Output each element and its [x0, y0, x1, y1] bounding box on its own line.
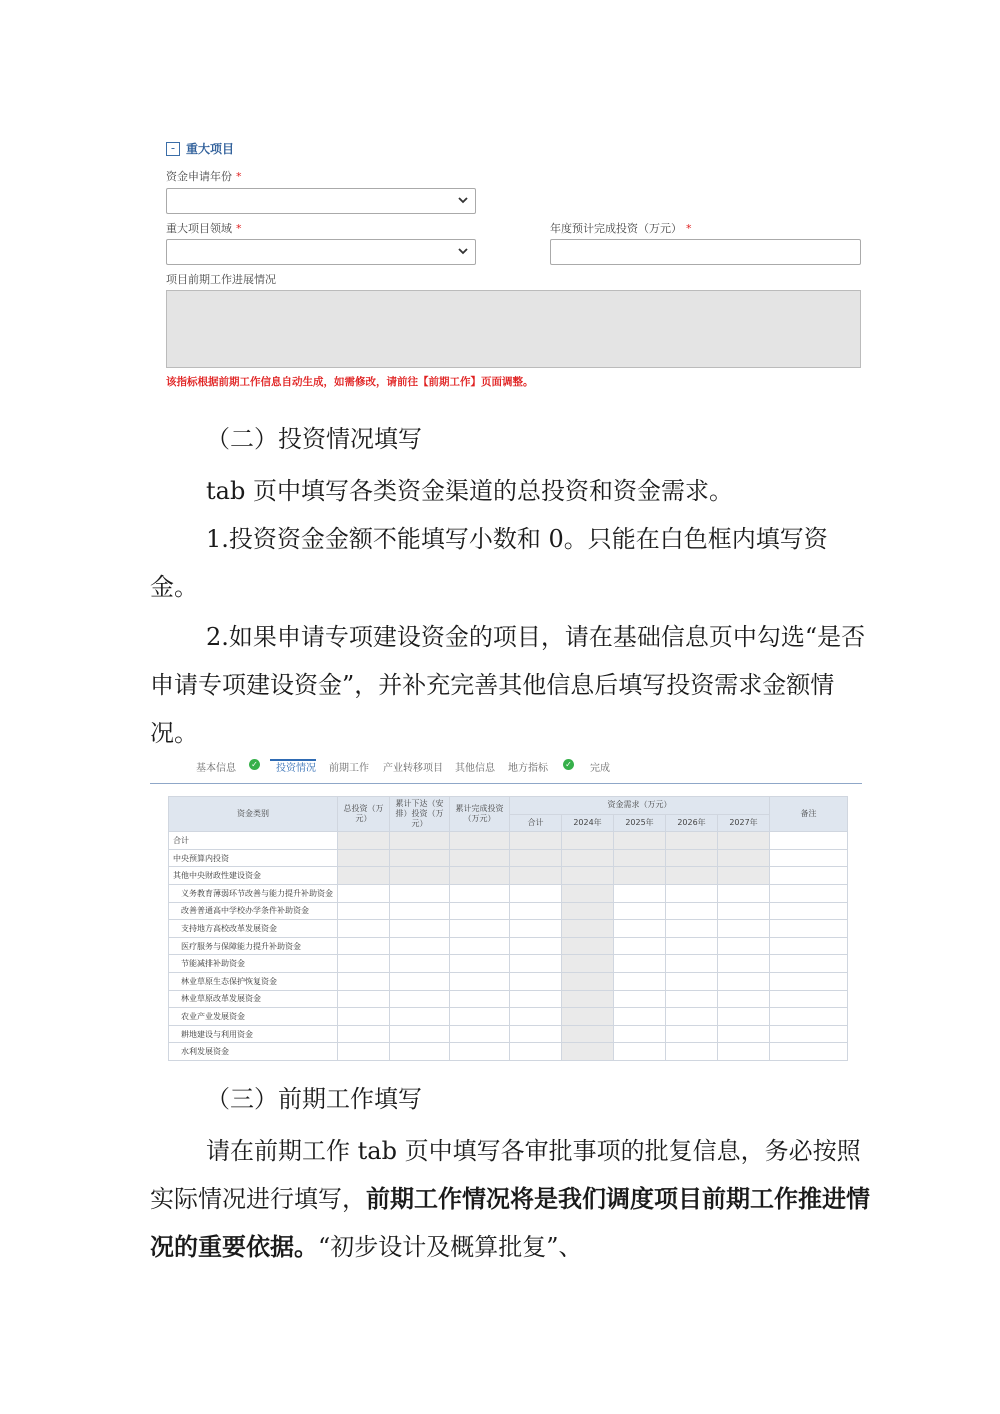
amount-cell[interactable]	[666, 1025, 718, 1043]
row-label: 节能减排补助资金	[169, 955, 338, 973]
section-header[interactable]	[166, 140, 234, 157]
amount-cell[interactable]	[718, 955, 770, 973]
amount-cell[interactable]	[510, 1043, 562, 1061]
row-label: 医疗服务与保障能力提升补助资金	[169, 937, 338, 955]
amount-cell	[510, 867, 562, 885]
table-row	[169, 1008, 848, 1026]
amount-cell[interactable]	[510, 1008, 562, 1026]
amount-cell[interactable]	[718, 1008, 770, 1026]
amount-cell[interactable]	[614, 1025, 666, 1043]
required-mark: *	[686, 222, 692, 235]
header-2025: 2025年	[614, 814, 666, 832]
table-row	[169, 902, 848, 920]
amount-cell[interactable]	[338, 955, 390, 973]
amount-cell[interactable]	[390, 1025, 450, 1043]
amount-cell	[450, 849, 510, 867]
header-demand: 资金需求（万元）	[510, 797, 770, 815]
header-total: 总投资（万元）	[338, 797, 390, 832]
amount-cell[interactable]	[666, 937, 718, 955]
year-label: 资金申请年份 *	[166, 170, 242, 183]
amount-cell[interactable]	[450, 920, 510, 938]
amount-cell	[562, 884, 614, 902]
amount-cell	[666, 867, 718, 885]
collapse-icon[interactable]: -	[166, 142, 180, 156]
invest-label: 年度预计完成投资（万元） *	[550, 222, 692, 235]
amount-cell	[510, 849, 562, 867]
row-label: 农业产业发展资金	[169, 1008, 338, 1026]
amount-cell[interactable]	[718, 902, 770, 920]
amount-cell[interactable]	[666, 955, 718, 973]
amount-cell[interactable]	[338, 990, 390, 1008]
header-2024: 2024年	[562, 814, 614, 832]
progress-label: 项目前期工作进展情况	[166, 273, 276, 286]
amount-cell[interactable]	[614, 920, 666, 938]
amount-cell[interactable]	[390, 884, 450, 902]
tab-done[interactable]: 完成	[590, 763, 610, 774]
amount-cell[interactable]	[338, 1043, 390, 1061]
row-label: 耕地建设与利用资金	[169, 1025, 338, 1043]
auto-generate-warning: 该指标根据前期工作信息自动生成，如需修改，请前往【前期工作】页面调整。	[166, 376, 534, 388]
tab-basic-info[interactable]: 基本信息	[196, 763, 236, 774]
heading-investment: （二）投资情况填写	[206, 425, 422, 453]
row-label: 林业草原改革发展资金	[169, 990, 338, 1008]
amount-cell[interactable]	[450, 1043, 510, 1061]
tab-investment[interactable]: 投资情况	[276, 763, 316, 774]
row-label: 义务教育薄弱环节改善与能力提升补助资金	[169, 884, 338, 902]
amount-cell	[562, 990, 614, 1008]
amount-cell[interactable]	[614, 955, 666, 973]
amount-cell[interactable]	[718, 920, 770, 938]
header-2026: 2026年	[666, 814, 718, 832]
table-row	[169, 849, 848, 867]
row-label: 水利发展资金	[169, 1043, 338, 1061]
field-select[interactable]	[166, 239, 476, 265]
amount-cell[interactable]	[338, 937, 390, 955]
remark-cell[interactable]	[770, 1043, 848, 1061]
header-sum: 合计	[510, 814, 562, 832]
amount-cell	[614, 867, 666, 885]
amount-cell	[718, 849, 770, 867]
amount-cell	[562, 1043, 614, 1061]
amount-cell[interactable]	[510, 955, 562, 973]
section-title: 重大项目	[186, 142, 235, 156]
row-label: 中央预算内投资	[169, 849, 338, 867]
amount-cell	[390, 832, 450, 850]
amount-cell	[562, 867, 614, 885]
emphasis-text: 前期工作情况将是我们调度项目前期工作推进情况的重要依据。	[150, 1185, 870, 1261]
tab-industry-transfer[interactable]: 产业转移项目	[383, 763, 443, 774]
amount-cell	[450, 867, 510, 885]
check-circle-icon: ✓	[249, 759, 260, 770]
invest-input[interactable]	[550, 239, 861, 265]
amount-cell[interactable]	[390, 955, 450, 973]
amount-cell[interactable]	[510, 937, 562, 955]
amount-cell[interactable]	[510, 884, 562, 902]
amount-cell[interactable]	[390, 937, 450, 955]
amount-cell[interactable]	[614, 884, 666, 902]
remark-cell[interactable]	[770, 1008, 848, 1026]
remark-cell[interactable]	[770, 1025, 848, 1043]
header-remark: 备注	[770, 797, 848, 832]
amount-cell[interactable]	[718, 884, 770, 902]
amount-cell	[562, 1008, 614, 1026]
amount-cell[interactable]	[450, 937, 510, 955]
amount-cell[interactable]	[510, 990, 562, 1008]
amount-cell[interactable]	[510, 972, 562, 990]
amount-cell[interactable]	[718, 972, 770, 990]
row-label: 其他中央财政性建设资金	[169, 867, 338, 885]
amount-cell[interactable]	[450, 884, 510, 902]
amount-cell[interactable]	[390, 920, 450, 938]
progress-textarea	[166, 290, 861, 368]
amount-cell[interactable]	[450, 902, 510, 920]
table-row	[169, 990, 848, 1008]
amount-cell[interactable]	[718, 1043, 770, 1061]
amount-cell[interactable]	[718, 937, 770, 955]
header-issued: 累计下达（安排）投资（万元）	[390, 797, 450, 832]
remark-cell[interactable]	[770, 937, 848, 955]
table-row	[169, 832, 848, 850]
year-select[interactable]	[166, 188, 476, 214]
amount-cell[interactable]	[666, 1043, 718, 1061]
remark-cell[interactable]	[770, 849, 848, 867]
amount-cell[interactable]	[390, 990, 450, 1008]
amount-cell[interactable]	[390, 1008, 450, 1026]
paragraph-tab-intro: tab 页中填写各类资金渠道的总投资和资金需求。	[206, 477, 733, 505]
amount-cell	[450, 832, 510, 850]
paragraph-rule-1: 1.投资资金金额不能填写小数和 0。只能在白色框内填写资金。	[150, 525, 828, 601]
amount-cell[interactable]	[666, 884, 718, 902]
amount-cell[interactable]	[510, 1025, 562, 1043]
amount-cell[interactable]	[666, 1008, 718, 1026]
table-row	[169, 1043, 848, 1061]
amount-cell	[390, 849, 450, 867]
amount-cell[interactable]	[450, 972, 510, 990]
table-row	[169, 972, 848, 990]
amount-cell[interactable]	[390, 902, 450, 920]
amount-cell[interactable]	[338, 1025, 390, 1043]
amount-cell[interactable]	[450, 990, 510, 1008]
amount-cell	[718, 832, 770, 850]
amount-cell[interactable]	[666, 920, 718, 938]
amount-cell[interactable]	[338, 884, 390, 902]
remark-cell[interactable]	[770, 955, 848, 973]
amount-cell[interactable]	[614, 902, 666, 920]
header-2027: 2027年	[718, 814, 770, 832]
amount-cell[interactable]	[614, 1043, 666, 1061]
remark-cell[interactable]	[770, 972, 848, 990]
amount-cell	[562, 849, 614, 867]
amount-cell[interactable]	[666, 902, 718, 920]
table-row	[169, 1025, 848, 1043]
tab-local-indicators[interactable]: 地方指标	[508, 763, 548, 774]
paragraph-prework: 请在前期工作 tab 页中填写各审批事项的批复信息，务必按照实际情况进行填写，前期工作情况将是我们调度项目前期工作推进情况的重要依据。“初步设计及概算批复”、	[150, 1137, 870, 1261]
amount-cell	[562, 902, 614, 920]
amount-cell	[562, 937, 614, 955]
tab-strip	[150, 752, 862, 784]
amount-cell[interactable]	[510, 902, 562, 920]
row-label: 支持地方高校改革发展资金	[169, 920, 338, 938]
amount-cell[interactable]	[510, 920, 562, 938]
row-label: 改善普通高中学校办学条件补助资金	[169, 902, 338, 920]
remark-cell[interactable]	[770, 920, 848, 938]
header-completed: 累计完成投资（万元）	[450, 797, 510, 832]
amount-cell[interactable]	[718, 990, 770, 1008]
amount-cell	[562, 955, 614, 973]
amount-cell[interactable]	[450, 1025, 510, 1043]
amount-cell	[338, 867, 390, 885]
amount-cell	[666, 832, 718, 850]
amount-cell[interactable]	[450, 1008, 510, 1026]
remark-cell[interactable]	[770, 884, 848, 902]
amount-cell	[614, 832, 666, 850]
row-label: 合计	[169, 832, 338, 850]
field-label: 重大项目领域 *	[166, 222, 242, 235]
remark-cell[interactable]	[770, 832, 848, 850]
table-row	[169, 955, 848, 973]
remark-cell[interactable]	[770, 867, 848, 885]
required-mark: *	[236, 222, 242, 235]
amount-cell[interactable]	[390, 972, 450, 990]
chevron-down-icon	[456, 193, 470, 207]
tab-prework[interactable]: 前期工作	[329, 763, 369, 774]
amount-cell[interactable]	[338, 920, 390, 938]
amount-cell[interactable]	[666, 990, 718, 1008]
amount-cell[interactable]	[338, 902, 390, 920]
table-row	[169, 884, 848, 902]
active-tab-indicator	[270, 759, 316, 761]
amount-cell	[666, 849, 718, 867]
amount-cell[interactable]	[390, 1043, 450, 1061]
table-row	[169, 920, 848, 938]
amount-cell	[718, 867, 770, 885]
amount-cell	[562, 1025, 614, 1043]
remark-cell[interactable]	[770, 990, 848, 1008]
amount-cell[interactable]	[338, 1008, 390, 1026]
header-category: 资金类别	[169, 797, 338, 832]
amount-cell	[338, 849, 390, 867]
amount-cell[interactable]	[718, 1025, 770, 1043]
amount-cell	[510, 832, 562, 850]
chevron-down-icon	[456, 244, 470, 258]
required-mark: *	[236, 170, 242, 183]
row-label: 林业草原生态保护恢复资金	[169, 972, 338, 990]
tab-other-info[interactable]: 其他信息	[455, 763, 495, 774]
amount-cell[interactable]	[338, 972, 390, 990]
heading-prework: （三）前期工作填写	[206, 1085, 422, 1113]
amount-cell	[390, 867, 450, 885]
check-circle-icon: ✓	[563, 759, 574, 770]
investment-table	[168, 796, 848, 1061]
amount-cell	[562, 832, 614, 850]
amount-cell[interactable]	[614, 937, 666, 955]
amount-cell[interactable]	[666, 972, 718, 990]
amount-cell	[614, 849, 666, 867]
amount-cell[interactable]	[614, 1008, 666, 1026]
amount-cell[interactable]	[614, 972, 666, 990]
paragraph-rule-2: 2.如果申请专项建设资金的项目，请在基础信息页中勾选“是否申请专项建设资金”，并补充完善其他信息后填写投资需求金额情况。	[150, 623, 866, 747]
amount-cell[interactable]	[450, 955, 510, 973]
amount-cell	[338, 832, 390, 850]
remark-cell[interactable]	[770, 902, 848, 920]
amount-cell	[562, 920, 614, 938]
amount-cell[interactable]	[614, 990, 666, 1008]
amount-cell	[562, 972, 614, 990]
table-row	[169, 867, 848, 885]
table-row	[169, 937, 848, 955]
